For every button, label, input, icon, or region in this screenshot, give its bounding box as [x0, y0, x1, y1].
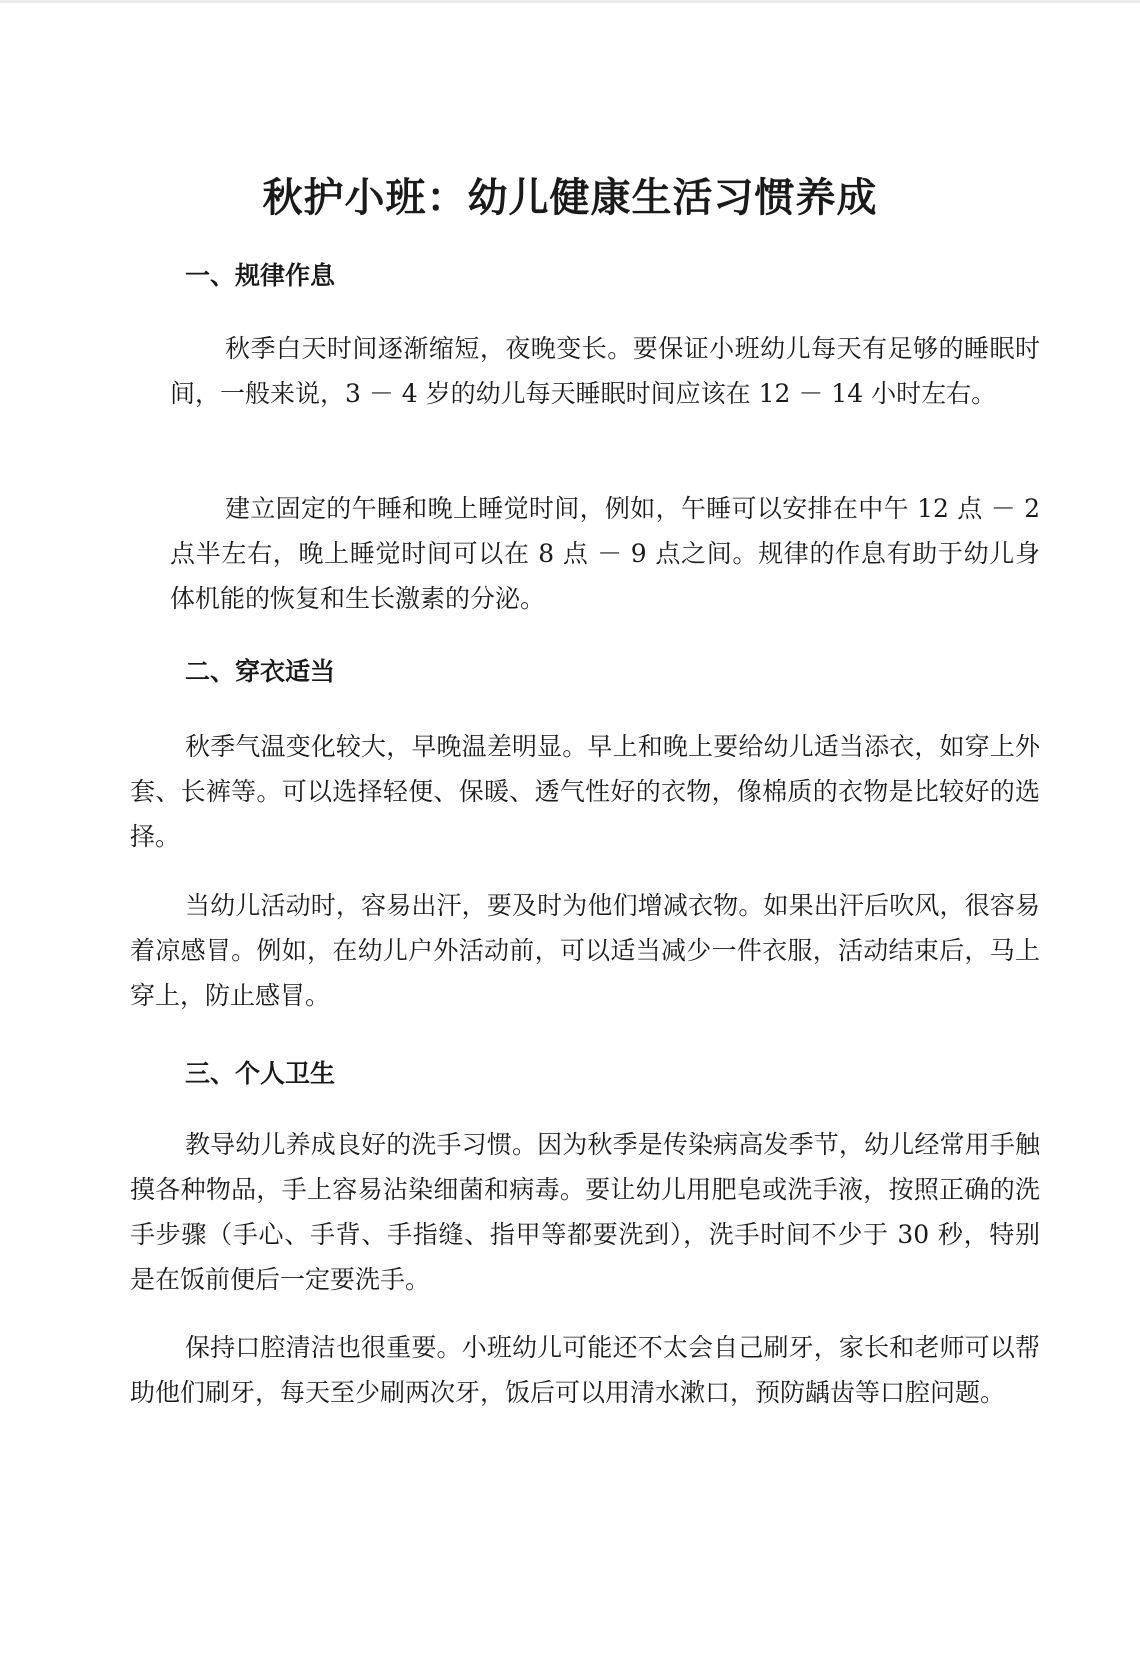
paragraph-nap-schedule: 建立固定的午睡和晚上睡觉时间，例如，午睡可以安排在中午 12 点 － 2 点半左右，晚上睡觉时间可以在 8 点 － 9 点之间。规律的作息有助于幼儿身体机能的恢复和生长激素的分泌。: [170, 494, 1040, 613]
page-top-edge: [0, 0, 1140, 3]
paragraph-sweating-clothing: 当幼儿活动时，容易出汗，要及时为他们增减衣物。如果出汗后吹风，很容易着凉感冒。例如，在幼儿户外活动前，可以适当减少一件衣服，活动结束后，马上穿上，防止感冒。: [130, 891, 1040, 1010]
paragraph-oral-hygiene: 保持口腔清洁也很重要。小班幼儿可能还不太会自己刷牙，家长和老师可以帮助他们刷牙，每天至少刷两次牙，饭后可以用清水漱口，预防龋齿等口腔问题。: [130, 1333, 1040, 1407]
paragraph-handwashing: 教导幼儿养成良好的洗手习惯。因为秋季是传染病高发季节，幼儿经常用手触摸各种物品，手上容易沾染细菌和病毒。要让幼儿用肥皂或洗手液，按照正确的洗手步骤（手心、手背、手指缝、指甲等都要洗到），洗手时间不少于 30 秒，特别是在饭前便后一定要洗手。: [130, 1130, 1040, 1294]
section-heading-hygiene: 三、个人卫生: [185, 1059, 336, 1088]
paragraph-sleep-duration: 秋季白天时间逐渐缩短，夜晚变长。要保证小班幼儿每天有足够的睡眠时间，一般来说，3 － 4 岁的幼儿每天睡眠时间应该在 12 － 14 小时左右。: [170, 334, 1040, 408]
paragraph-temperature-clothing: 秋季气温变化较大，早晚温差明显。早上和晚上要给幼儿适当添衣，如穿上外套、长裤等。可以选择轻便、保暖、透气性好的衣物，像棉质的衣物是比较好的选择。: [130, 732, 1040, 851]
section-heading-clothing: 二、穿衣适当: [185, 657, 336, 686]
document-title: 秋护小班：幼儿健康生活习惯养成: [262, 175, 878, 221]
section-heading-routine: 一、规律作息: [185, 261, 336, 290]
